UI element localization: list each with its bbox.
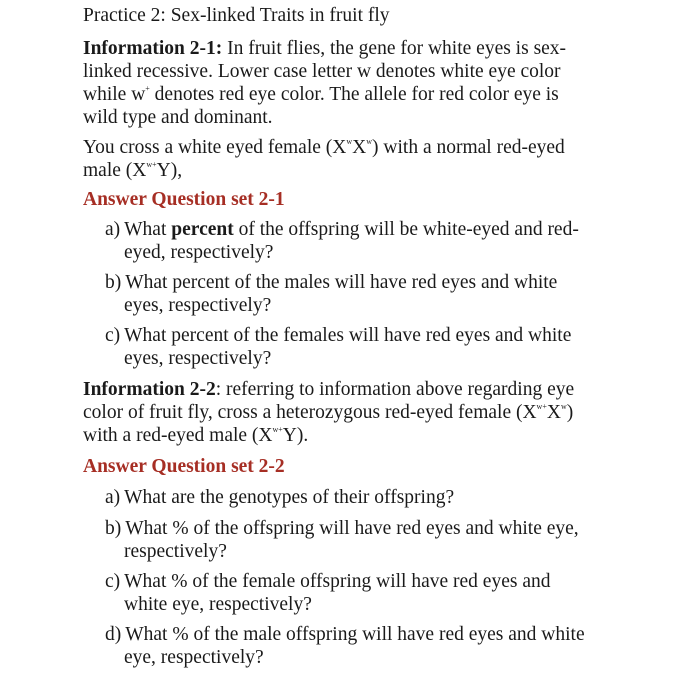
info1-text: wild type and dominant. [83,107,273,128]
superscript: w [366,137,373,146]
q1a-label: a) [105,219,121,240]
q2a-label: a) [105,487,121,508]
info2-text: with a red-eyed male (X [83,425,273,446]
info1-label: Information 2-1: [83,38,223,59]
answer1-heading: Answer Question set 2-1 [83,189,285,210]
cross1-line2 [83,159,182,183]
superscript: w+ [272,425,283,434]
superscript: w [560,402,567,411]
info1-text: denotes red eye color. The allele for red color eye is [149,84,559,105]
cross1-text: Y), [156,160,183,181]
info2-text: : referring to information above regarding eye [215,379,575,400]
q2c-line1 [105,570,550,594]
info2-line2 [83,401,573,425]
superscript: + [145,84,150,93]
answer2-heading: Answer Question set 2-2 [83,456,285,477]
info2-text: X [546,402,561,423]
page-title [83,4,390,28]
info1-text: while w [83,84,146,105]
info2-label: Information 2-2 [83,379,216,400]
q2a-text: What are the genotypes of their offspring? [124,487,455,508]
q1b-line1 [105,271,557,295]
superscript: w+ [536,402,547,411]
q2a-line1 [105,486,454,510]
info1-line1 [83,37,566,61]
q2c-line2: white eye, respectively? [124,594,312,615]
q1a-text: What [124,219,172,240]
info1-line4 [83,106,273,130]
q1c-line2: eyes, respectively? [124,348,272,369]
info1-line3 [83,83,559,107]
q1a-text: of the offspring will be white-eyed and red- [233,219,579,240]
cross1-text: male (X [83,160,147,181]
q2d-line1 [105,623,585,647]
cross1-text: ) with a normal red-eyed [372,137,565,158]
title-text: Practice 2: Sex-linked Traits in fruit fly [83,5,390,26]
q1c-line1 [105,324,571,348]
q2d-label: d) [105,624,122,645]
q1a-bold: percent [171,219,234,240]
q1b-label: b) [105,272,122,293]
q1c-label: c) [105,325,121,346]
q1c-text: What percent of the females will have red eyes and white [124,325,572,346]
superscript: w+ [146,160,157,169]
q2d-text: What % of the male offspring will have red eyes and white [125,624,585,645]
info1-text: In fruit flies, the gene for white eyes is sex- [222,38,567,59]
q2d-line2: eye, respectively? [124,647,264,668]
q2b-line1 [105,517,579,541]
cross1-line1 [83,136,565,160]
cross1-text: X [352,137,367,158]
info2-line1 [83,378,574,402]
q2b-label: b) [105,518,122,539]
superscript: w [346,137,353,146]
q2c-text: What % of the female offspring will have red eyes and [124,571,551,592]
info1-text: linked recessive. Lower case letter w denotes white eye color [83,61,561,82]
cross1-text: You cross a white eyed female (X [83,137,347,158]
info1-line2 [83,60,561,84]
q2b-line2: respectively? [124,541,227,562]
q1b-line2: eyes, respectively? [124,295,272,316]
q2b-text: What % of the offspring will have red eyes and white eye, [125,518,579,539]
info2-text: ) [566,402,574,423]
q2c-label: c) [105,571,121,592]
info2-line3 [83,424,308,448]
info2-text: Y). [282,425,309,446]
q1b-text: What percent of the males will have red eyes and white [125,272,558,293]
q1a-line2: eyed, respectively? [124,242,274,263]
info2-text: color of fruit fly, cross a heterozygous red-eyed female (X [83,402,537,423]
q1a-line1 [105,218,579,242]
